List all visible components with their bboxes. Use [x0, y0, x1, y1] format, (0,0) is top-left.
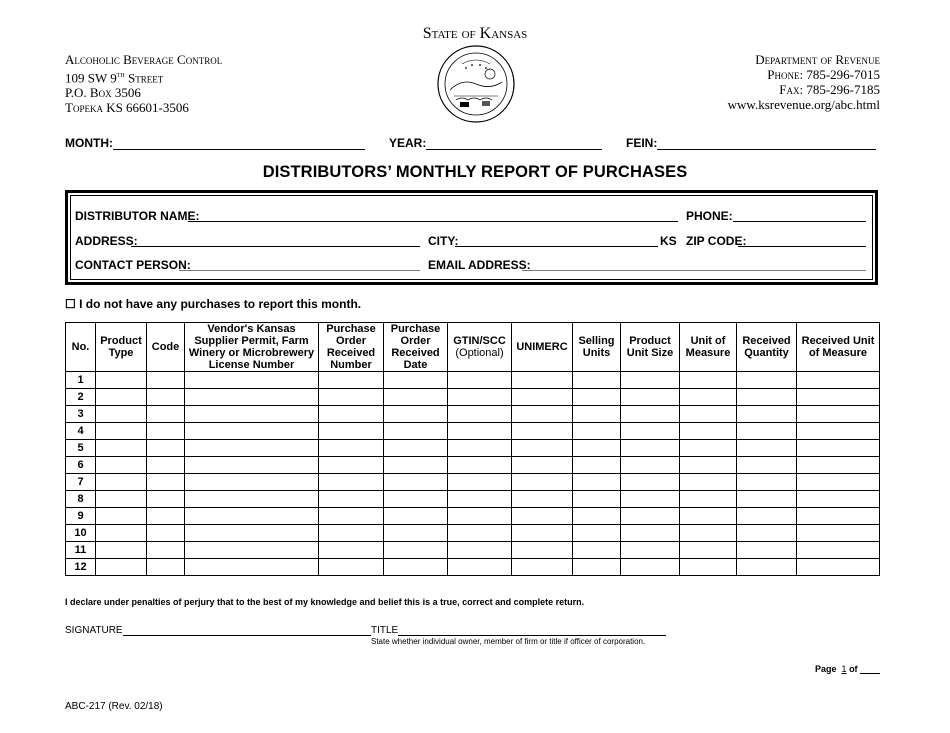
table-cell[interactable]: [512, 474, 573, 491]
table-cell[interactable]: [96, 559, 147, 576]
title-field[interactable]: TITLE: [371, 625, 666, 636]
signature-field[interactable]: SIGNATURE: [65, 625, 371, 636]
phone-input[interactable]: [733, 221, 866, 222]
table-cell[interactable]: [96, 423, 147, 440]
table-cell[interactable]: [448, 508, 512, 525]
table-cell[interactable]: [448, 525, 512, 542]
table-cell[interactable]: [573, 474, 621, 491]
table-cell[interactable]: [448, 423, 512, 440]
table-cell[interactable]: [680, 525, 737, 542]
table-cell[interactable]: [797, 457, 880, 474]
table-cell[interactable]: [147, 559, 185, 576]
table-header-row: [66, 323, 880, 372]
table-cell[interactable]: [621, 372, 680, 389]
table-cell[interactable]: [680, 406, 737, 423]
col-header-selling-units: Selling Units: [573, 323, 621, 372]
table-row: [66, 474, 880, 491]
table-cell[interactable]: [797, 423, 880, 440]
zip-code-label: ZIP CODE:: [686, 234, 747, 248]
table-cell[interactable]: [737, 525, 797, 542]
table-cell[interactable]: [96, 525, 147, 542]
address-label: ADDRESS:: [75, 234, 138, 248]
distributor-info-box: [65, 190, 878, 285]
table-row: [66, 491, 880, 508]
table-cell[interactable]: [147, 542, 185, 559]
table-cell[interactable]: [512, 440, 573, 457]
table-cell[interactable]: [797, 508, 880, 525]
table-row: [66, 440, 880, 457]
table-cell[interactable]: [448, 406, 512, 423]
row-number: 3: [66, 406, 96, 423]
table-cell[interactable]: [797, 389, 880, 406]
table-cell[interactable]: [573, 457, 621, 474]
table-cell[interactable]: [319, 474, 384, 491]
table-cell[interactable]: [573, 389, 621, 406]
table-cell[interactable]: [147, 508, 185, 525]
table-cell[interactable]: [319, 406, 384, 423]
table-cell[interactable]: [737, 457, 797, 474]
page-total-input[interactable]: [860, 665, 880, 674]
row-number: 5: [66, 440, 96, 457]
col-header-vendor-permit: Vendor's Kansas Supplier Permit, Farm Winery or Microbrewery License Number: [185, 323, 319, 372]
fein-input-line[interactable]: [657, 138, 876, 150]
table-cell[interactable]: [512, 508, 573, 525]
table-cell[interactable]: [573, 542, 621, 559]
city-input[interactable]: [455, 246, 658, 247]
table-cell[interactable]: [621, 525, 680, 542]
table-cell[interactable]: [737, 372, 797, 389]
table-cell[interactable]: [448, 372, 512, 389]
row-number: 1: [66, 372, 96, 389]
col-header-no: No.: [66, 323, 96, 372]
table-cell[interactable]: [737, 474, 797, 491]
table-cell[interactable]: [185, 559, 319, 576]
year-input-line[interactable]: [426, 138, 602, 150]
table-cell[interactable]: [147, 457, 185, 474]
table-cell[interactable]: [185, 474, 319, 491]
city-state-zip: Topeka KS 66601-3506: [65, 100, 189, 116]
table-cell[interactable]: [680, 457, 737, 474]
table-cell[interactable]: [384, 457, 448, 474]
table-cell[interactable]: [96, 508, 147, 525]
form-number: ABC-217 (Rev. 02/18): [65, 701, 163, 712]
row-number: 4: [66, 423, 96, 440]
table-cell[interactable]: [448, 440, 512, 457]
table-cell[interactable]: [96, 457, 147, 474]
table-row: [66, 457, 880, 474]
year-field[interactable]: YEAR:: [389, 136, 602, 150]
table-cell[interactable]: [147, 389, 185, 406]
col-header-code: Code: [147, 323, 185, 372]
email-address-label: EMAIL ADDRESS:: [428, 258, 531, 272]
table-cell[interactable]: [621, 542, 680, 559]
table-cell[interactable]: [319, 423, 384, 440]
table-cell[interactable]: [512, 389, 573, 406]
distributor-name-label: DISTRIBUTOR NAME:: [75, 209, 200, 223]
table-cell[interactable]: [512, 457, 573, 474]
table-cell[interactable]: [384, 406, 448, 423]
table-cell[interactable]: [96, 406, 147, 423]
table-cell[interactable]: [384, 440, 448, 457]
table-cell[interactable]: [680, 423, 737, 440]
table-cell[interactable]: [573, 508, 621, 525]
website-link[interactable]: www.ksrevenue.org/abc.html: [727, 97, 880, 112]
table-cell[interactable]: [573, 559, 621, 576]
row-number: 12: [66, 559, 96, 576]
table-cell[interactable]: [621, 474, 680, 491]
table-row: [66, 525, 880, 542]
col-header-gtin-scc: GTIN/SCC (Optional): [448, 323, 512, 372]
table-cell[interactable]: [96, 474, 147, 491]
table-cell[interactable]: [621, 423, 680, 440]
table-cell[interactable]: [319, 508, 384, 525]
table-cell[interactable]: [384, 474, 448, 491]
row-number: 7: [66, 474, 96, 491]
table-cell[interactable]: [448, 474, 512, 491]
table-cell[interactable]: [384, 372, 448, 389]
purchases-table: [65, 322, 880, 576]
state-title: State of Kansas: [422, 25, 528, 42]
row-number: 11: [66, 542, 96, 559]
table-cell[interactable]: [797, 406, 880, 423]
agency-name: Alcoholic Beverage Control: [65, 52, 223, 67]
department-contact: [728, 52, 880, 112]
agency-address: [65, 52, 222, 115]
col-header-unit-of-measure: Unit of Measure: [680, 323, 737, 372]
state-value: KS: [660, 234, 677, 248]
fein-field[interactable]: FEIN:: [626, 136, 876, 150]
table-cell[interactable]: [621, 406, 680, 423]
title-input-line[interactable]: [398, 626, 666, 636]
col-header-po-date: Purchase Order Received Date: [384, 323, 448, 372]
table-cell[interactable]: [737, 559, 797, 576]
table-cell[interactable]: [512, 372, 573, 389]
table-cell[interactable]: [147, 423, 185, 440]
title-instructions: State whether individual owner, member of firm or title if officer of corporation.: [371, 637, 646, 646]
row-number: 2: [66, 389, 96, 406]
street-address: 109 SW 9th Street: [65, 70, 164, 86]
phone-number: Phone: 785-296-7015: [767, 67, 880, 82]
table-cell[interactable]: [185, 542, 319, 559]
table-cell[interactable]: [573, 372, 621, 389]
table-cell[interactable]: [512, 423, 573, 440]
month-field[interactable]: MONTH:: [65, 136, 365, 150]
table-cell[interactable]: [147, 440, 185, 457]
table-cell[interactable]: [512, 525, 573, 542]
table-cell[interactable]: [319, 542, 384, 559]
table-cell[interactable]: [319, 372, 384, 389]
table-cell[interactable]: [185, 440, 319, 457]
department-name: Department of Revenue: [755, 52, 880, 67]
table-cell[interactable]: [737, 406, 797, 423]
zip-code-input[interactable]: [738, 246, 866, 247]
table-cell[interactable]: [185, 508, 319, 525]
table-cell[interactable]: [185, 372, 319, 389]
table-cell[interactable]: [680, 491, 737, 508]
table-cell[interactable]: [621, 457, 680, 474]
col-header-product-type: Product Type: [96, 323, 147, 372]
table-cell[interactable]: [96, 542, 147, 559]
table-cell[interactable]: [147, 525, 185, 542]
contact-person-label: CONTACT PERSON:: [75, 258, 191, 272]
table-cell[interactable]: [147, 372, 185, 389]
col-header-received-unit-of-measure: Received Unit of Measure: [797, 323, 880, 372]
kansas-state-seal-icon: [436, 44, 516, 124]
table-cell[interactable]: [384, 559, 448, 576]
table-cell[interactable]: [680, 440, 737, 457]
page-title: DISTRIBUTORS’ MONTHLY REPORT OF PURCHASES: [262, 163, 688, 181]
col-header-received-quantity: Received Quantity: [737, 323, 797, 372]
table-row: [66, 542, 880, 559]
table-cell[interactable]: [384, 491, 448, 508]
table-cell[interactable]: [384, 525, 448, 542]
table-cell[interactable]: [147, 406, 185, 423]
table-cell[interactable]: [573, 406, 621, 423]
table-cell[interactable]: [319, 559, 384, 576]
table-row: [66, 406, 880, 423]
table-cell[interactable]: [797, 491, 880, 508]
table-cell[interactable]: [96, 389, 147, 406]
table-cell[interactable]: [573, 525, 621, 542]
phone-label: PHONE:: [686, 209, 733, 223]
table-cell[interactable]: [319, 389, 384, 406]
table-cell[interactable]: [737, 542, 797, 559]
table-cell[interactable]: [621, 440, 680, 457]
table-cell[interactable]: [185, 423, 319, 440]
row-number: 8: [66, 491, 96, 508]
table-cell[interactable]: [185, 525, 319, 542]
table-row: [66, 389, 880, 406]
table-cell[interactable]: [319, 457, 384, 474]
col-header-unimerc: UNIMERC: [512, 323, 573, 372]
address-input[interactable]: [131, 246, 420, 247]
table-row: [66, 423, 880, 440]
table-cell[interactable]: [737, 508, 797, 525]
table-cell[interactable]: [621, 389, 680, 406]
table-cell[interactable]: [319, 440, 384, 457]
table-cell[interactable]: [185, 457, 319, 474]
table-cell[interactable]: [448, 491, 512, 508]
perjury-declaration: I declare under penalties of perjury that to the best of my knowledge and belief this is a true, correct and complete return.: [65, 597, 585, 607]
table-cell[interactable]: [737, 440, 797, 457]
no-purchases-checkbox[interactable]: ☐ I do not have any purchases to report this month.: [65, 297, 362, 311]
table-cell[interactable]: [147, 474, 185, 491]
fax-number: Fax: 785-296-7185: [779, 82, 880, 97]
table-cell[interactable]: [96, 372, 147, 389]
table-row: [66, 372, 880, 389]
table-cell[interactable]: [737, 491, 797, 508]
table-cell[interactable]: [512, 542, 573, 559]
distributor-name-input[interactable]: [188, 221, 678, 222]
table-cell[interactable]: [797, 559, 880, 576]
row-number: 6: [66, 457, 96, 474]
po-box: P.O. Box 3506: [65, 85, 141, 101]
table-cell[interactable]: [737, 423, 797, 440]
page-indicator: Page 1 of: [815, 664, 880, 674]
signature-input-line[interactable]: [123, 626, 371, 636]
table-cell[interactable]: [573, 423, 621, 440]
table-cell[interactable]: [384, 508, 448, 525]
col-header-po-number: Purchase Order Received Number: [319, 323, 384, 372]
city-label: CITY:: [428, 234, 459, 248]
table-cell[interactable]: [448, 559, 512, 576]
table-cell[interactable]: [680, 542, 737, 559]
table-cell[interactable]: [96, 440, 147, 457]
table-row: [66, 559, 880, 576]
table-cell[interactable]: [185, 389, 319, 406]
table-cell[interactable]: [512, 491, 573, 508]
table-cell[interactable]: [680, 508, 737, 525]
table-cell[interactable]: [384, 389, 448, 406]
table-cell[interactable]: [680, 474, 737, 491]
table-cell[interactable]: [185, 406, 319, 423]
contact-person-input[interactable]: [179, 270, 420, 271]
table-cell[interactable]: [680, 559, 737, 576]
table-cell[interactable]: [621, 508, 680, 525]
table-cell[interactable]: [573, 440, 621, 457]
table-cell[interactable]: [797, 542, 880, 559]
col-header-product-unit-size: Product Unit Size: [621, 323, 680, 372]
table-cell[interactable]: [512, 559, 573, 576]
table-cell[interactable]: [621, 491, 680, 508]
table-cell[interactable]: [96, 491, 147, 508]
table-cell[interactable]: [319, 491, 384, 508]
table-cell[interactable]: [512, 406, 573, 423]
page-number: 1: [841, 664, 847, 674]
table-cell[interactable]: [621, 559, 680, 576]
table-cell[interactable]: [797, 372, 880, 389]
table-cell[interactable]: [737, 389, 797, 406]
table-cell[interactable]: [680, 372, 737, 389]
table-cell[interactable]: [797, 440, 880, 457]
table-row: [66, 508, 880, 525]
table-cell[interactable]: [185, 491, 319, 508]
table-cell[interactable]: [147, 491, 185, 508]
table-cell[interactable]: [573, 491, 621, 508]
table-cell[interactable]: [448, 389, 512, 406]
table-cell[interactable]: [797, 525, 880, 542]
email-address-input[interactable]: [522, 270, 866, 271]
table-cell[interactable]: [384, 423, 448, 440]
table-cell[interactable]: [448, 457, 512, 474]
table-cell[interactable]: [384, 542, 448, 559]
table-cell[interactable]: [680, 389, 737, 406]
row-number: 10: [66, 525, 96, 542]
table-cell[interactable]: [448, 542, 512, 559]
month-input-line[interactable]: [113, 138, 365, 150]
row-number: 9: [66, 508, 96, 525]
table-cell[interactable]: [797, 474, 880, 491]
table-cell[interactable]: [319, 525, 384, 542]
